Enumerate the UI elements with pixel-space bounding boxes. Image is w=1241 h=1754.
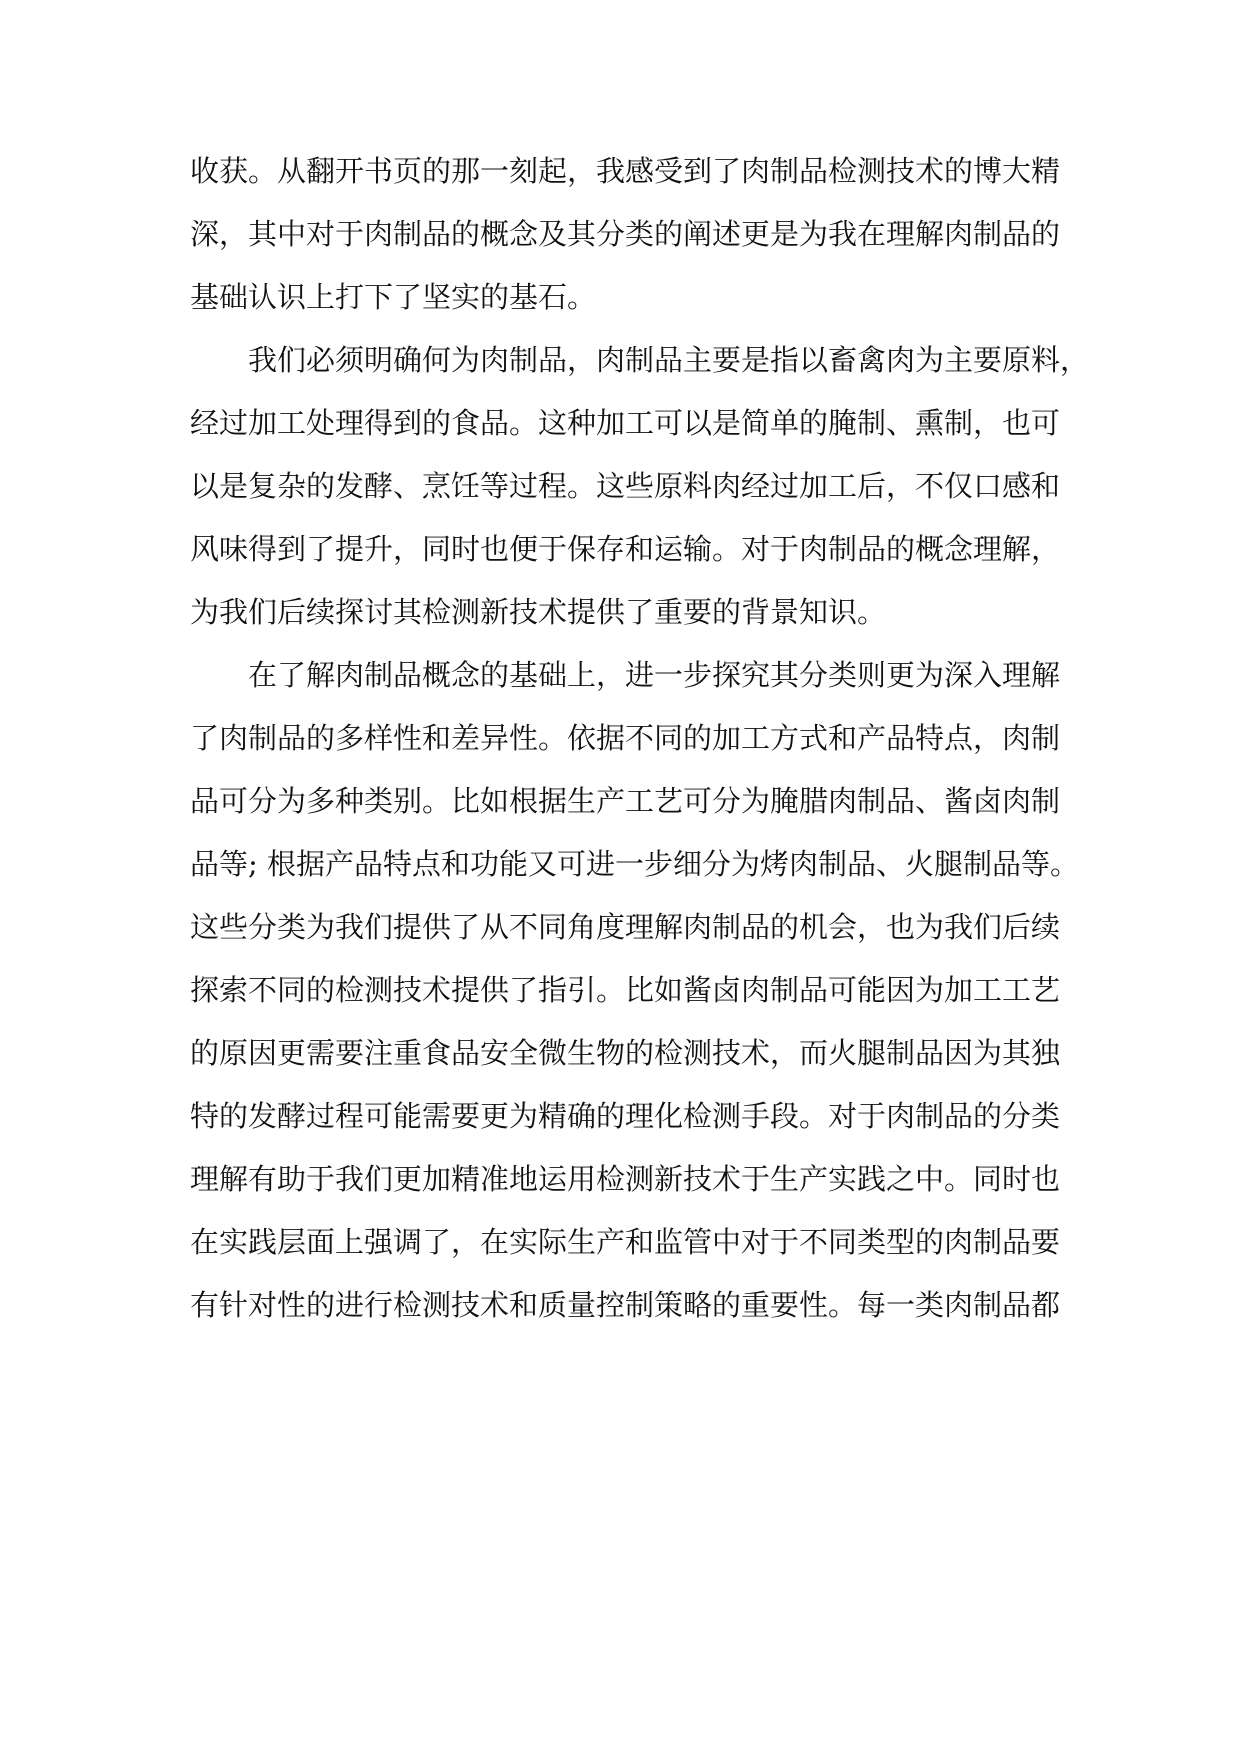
text-line: 我们必须明确何为肉制品，肉制品主要是指以畜禽肉为主要原料， bbox=[248, 343, 1090, 377]
text-line: 在了解肉制品概念的基础上，进一步探究其分类则更为深入理解 bbox=[248, 658, 1061, 692]
text-line: 的原因更需要注重食品安全微生物的检测技术，而火腿制品因为其独 bbox=[190, 1036, 1061, 1070]
text-line: 深，其中对于肉制品的概念及其分类的阐述更是为我在理解肉制品的 bbox=[190, 217, 1061, 251]
text-line: 收获。从翻开书页的那一刻起，我感受到了肉制品检测技术的博大精 bbox=[190, 154, 1061, 188]
paragraph-3 bbox=[190, 644, 1079, 1337]
text-line: 这些分类为我们提供了从不同角度理解肉制品的机会，也为我们后续 bbox=[190, 910, 1061, 944]
paragraph-1 bbox=[190, 140, 1061, 329]
text-line: 品可分为多种类别。比如根据生产工艺可分为腌腊肉制品、酱卤肉制 bbox=[190, 784, 1061, 818]
text-line: 基础认识上打下了坚实的基石。 bbox=[190, 280, 597, 314]
text-line: 风味得到了提升，同时也便于保存和运输。对于肉制品的概念理解， bbox=[190, 532, 1061, 566]
text-line: 在实践层面上强调了，在实际生产和监管中对于不同类型的肉制品要 bbox=[190, 1225, 1061, 1259]
text-line: 有针对性的进行检测技术和质量控制策略的重要性。每一类肉制品都 bbox=[190, 1288, 1061, 1322]
text-line: 探索不同的检测技术提供了指引。比如酱卤肉制品可能因为加工工艺 bbox=[190, 973, 1061, 1007]
text-line: 品等; 根据产品特点和功能又可进一步细分为烤肉制品、火腿制品等。 bbox=[190, 847, 1079, 881]
document-body bbox=[190, 140, 1090, 1337]
text-line: 了肉制品的多样性和差异性。依据不同的加工方式和产品特点，肉制 bbox=[190, 721, 1061, 755]
text-line: 为我们后续探讨其检测新技术提供了重要的背景知识。 bbox=[190, 595, 887, 629]
text-line: 以是复杂的发酵、烹饪等过程。这些原料肉经过加工后，不仅口感和 bbox=[190, 469, 1061, 503]
text-line: 特的发酵过程可能需要更为精确的理化检测手段。对于肉制品的分类 bbox=[190, 1099, 1061, 1133]
text-line: 经过加工处理得到的食品。这种加工可以是简单的腌制、熏制，也可 bbox=[190, 406, 1061, 440]
paragraph-2 bbox=[190, 329, 1090, 644]
text-line: 理解有助于我们更加精准地运用检测新技术于生产实践之中。同时也 bbox=[190, 1162, 1061, 1196]
